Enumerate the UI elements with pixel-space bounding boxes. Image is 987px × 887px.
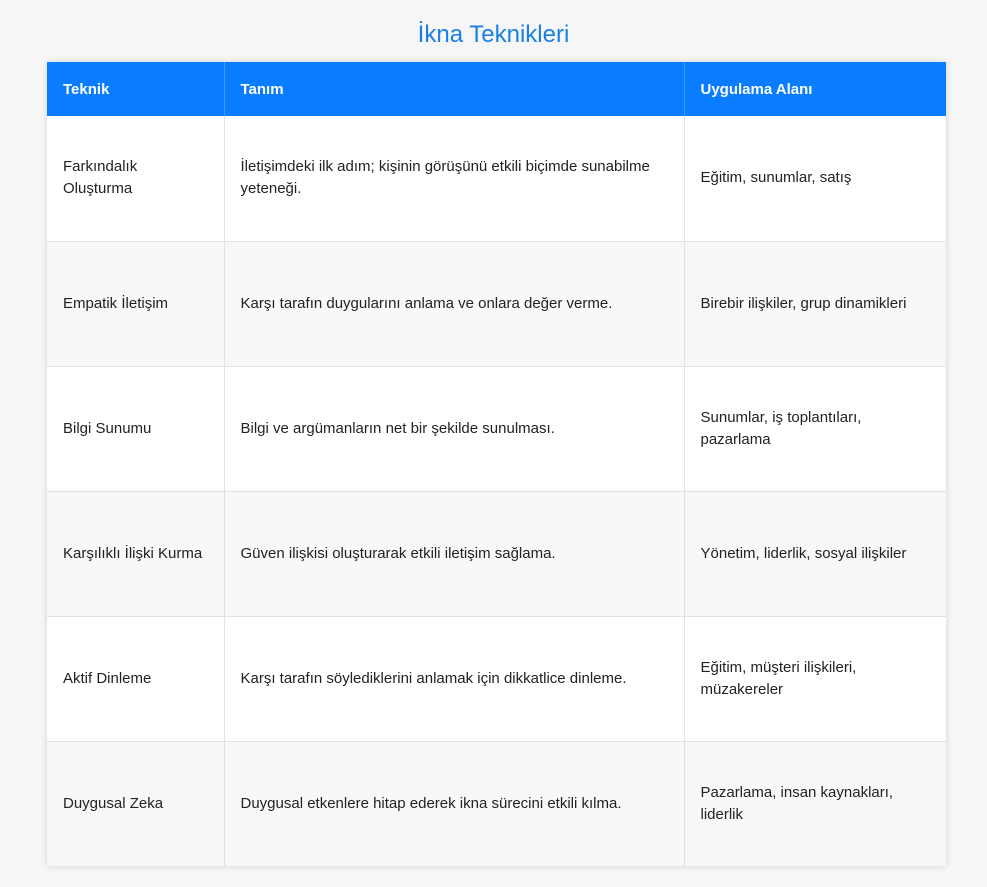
techniques-table-container [47, 62, 946, 866]
cell-definition: Karşı tarafın söylediklerini anlamak için dikkatlice dinleme. [224, 616, 684, 741]
table-row [47, 116, 946, 241]
table-header [47, 62, 946, 116]
cell-application-area: Eğitim, sunumlar, satış [684, 116, 946, 241]
cell-application-area: Birebir ilişkiler, grup dinamikleri [684, 241, 946, 366]
cell-definition: Duygusal etkenlere hitap ederek ikna sürecini etkili kılma. [224, 741, 684, 866]
table-row [47, 241, 946, 366]
cell-application-area: Pazarlama, insan kaynakları, liderlik [700, 783, 894, 823]
page-title: İkna Teknikleri [417, 21, 570, 48]
cell-definition: İletişimdeki ilk adım; kişinin görüşünü etkili biçimde sunabilme yeteneği. [224, 116, 684, 241]
cell-definition: Bilgi ve argümanların net bir şekilde sunulması. [224, 366, 684, 491]
cell-technique: Karşılıklı İlişki Kurma [47, 491, 224, 616]
header-application-area: Uygulama Alanı [700, 80, 813, 98]
techniques-table [47, 62, 946, 866]
cell-technique: Aktif Dinleme [47, 616, 224, 741]
header-technique: Teknik [47, 62, 224, 116]
header-row [47, 62, 946, 116]
table-row [47, 741, 946, 866]
cell-definition: Karşı tarafın duygularını anlama ve onlara değer verme. [224, 241, 684, 366]
cell-application-area: Sunumlar, iş toplantıları, pazarlama [684, 366, 946, 491]
cell-technique: Empatik İletişim [47, 241, 224, 366]
table-row [47, 491, 946, 616]
cell-technique: Bilgi Sunumu [47, 366, 224, 491]
cell-technique: Farkındalık Oluşturma [47, 116, 224, 241]
table-row [47, 616, 946, 741]
header-definition: Tanım [224, 62, 684, 116]
cell-application-area: Eğitim, müşteri ilişkileri, müzakereler [684, 616, 946, 741]
cell-definition: Güven ilişkisi oluşturarak etkili iletişim sağlama. [224, 491, 684, 616]
cell-application-area: Yönetim, liderlik, sosyal ilişkiler [684, 491, 946, 616]
table-row [47, 366, 946, 491]
cell-technique: Duygusal Zeka [47, 741, 224, 866]
table-body [47, 116, 946, 866]
